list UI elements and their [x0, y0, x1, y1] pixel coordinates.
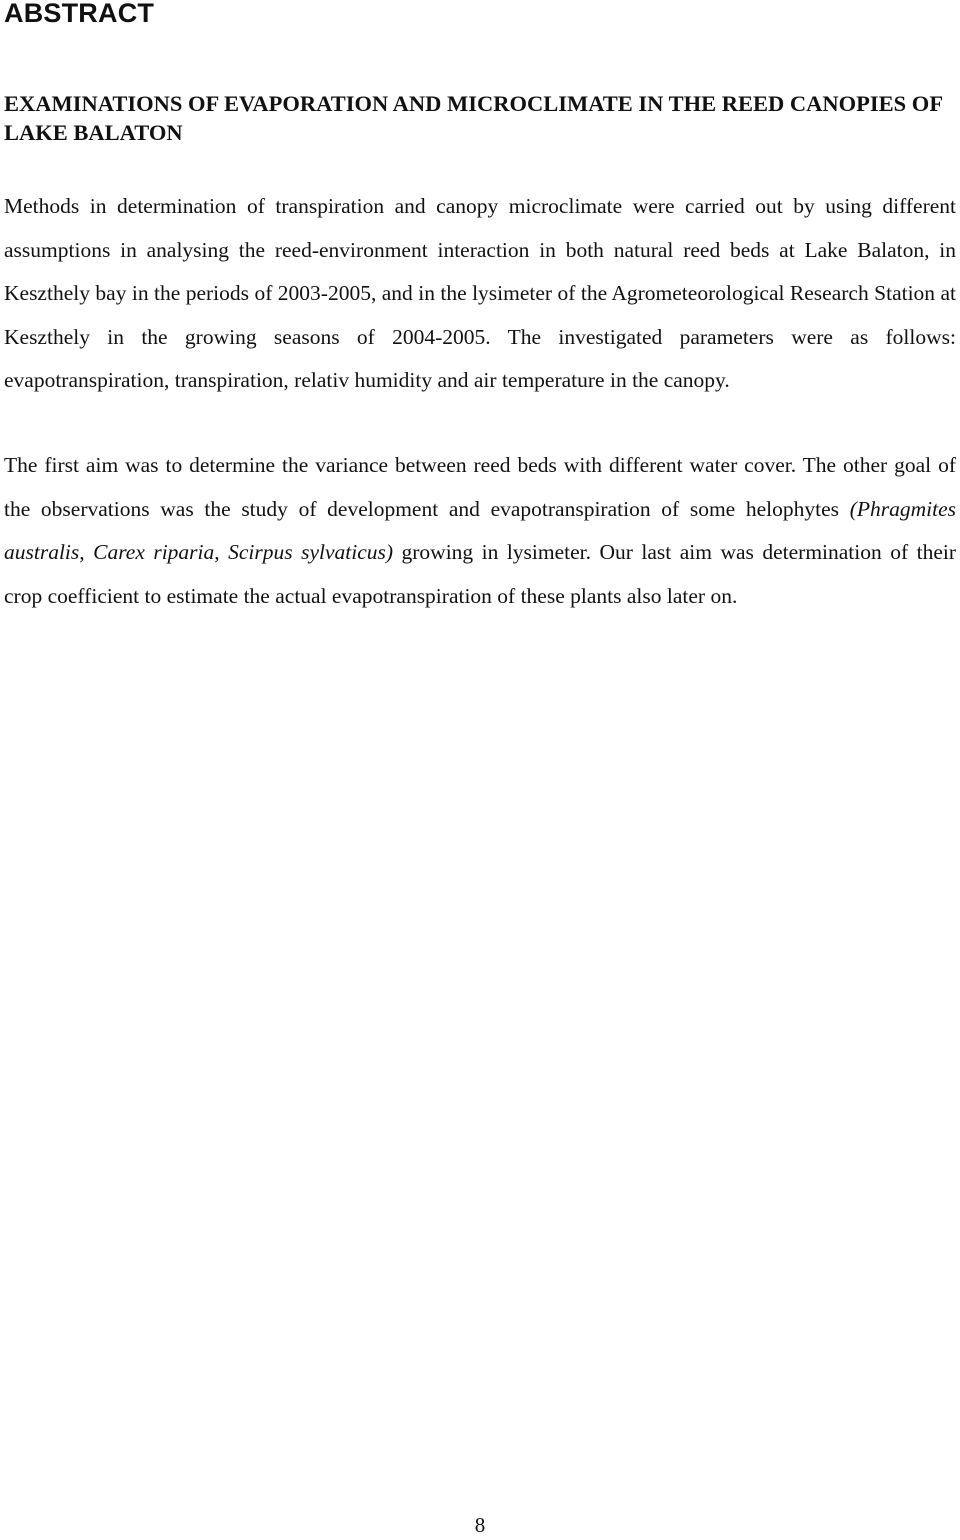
- abstract-heading: ABSTRACT: [4, 0, 155, 28]
- species-list: (Phragmites australis, Carex riparia, Scirpus sylvaticus): [4, 496, 956, 564]
- abstract-paragraph-2: [4, 444, 956, 618]
- paragraph-2-text-before-species: The first aim was to determine the variance between reed beds with different water cover. The other goal of the observations was the study of development and evapotranspiration of some helophytes: [4, 453, 956, 521]
- page-number: 8: [474, 1513, 486, 1537]
- abstract-paragraph-1: Methods in determination of transpiration and canopy microclimate were carried out by using different assumptions in analysing the reed-environment interaction in both natural reed beds at Lake Balaton, in Keszthely bay in the periods of 2003-2005, and in the lysimeter of the Agrometeorological Research Station at Keszthely in the growing seasons of 2004-2005. The investigated parameters were as follows: evapotranspiration, transpiration, relativ humidity and air temperature in the canopy.: [4, 194, 956, 392]
- paragraph-2-text-after-species: growing in lysimeter. Our last aim was determination of their crop coefficient to estimate the actual evapotranspiration of these plants also later on.: [4, 540, 957, 608]
- paper-title: EXAMINATIONS OF EVAPORATION AND MICROCLIMATE IN THE REED CANOPIES OF LAKE BALATON: [4, 91, 943, 145]
